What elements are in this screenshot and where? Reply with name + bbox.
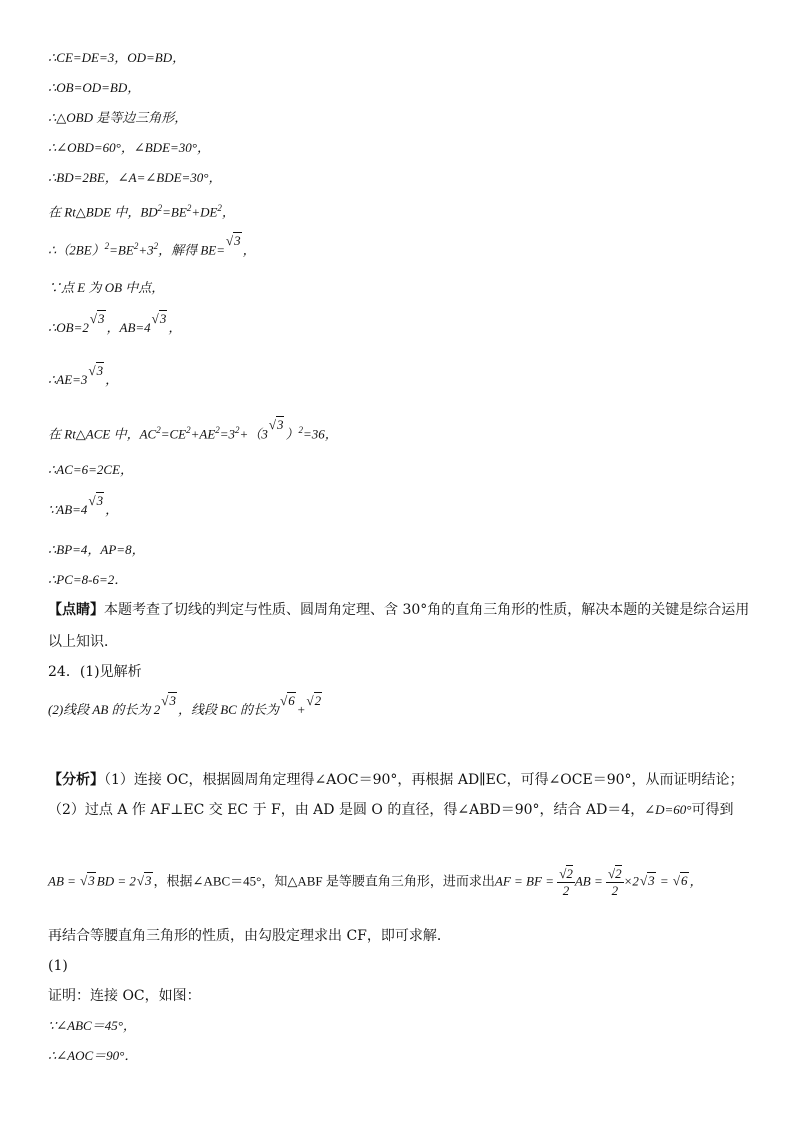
- sqrt-3: √3: [80, 873, 95, 889]
- fraction-sqrt2-over-2: $\frac{√2}{2}$: [559, 866, 573, 898]
- sqrt-6: √6: [672, 873, 688, 889]
- dianjing-paragraph: 【点睛】本题考查了切线的判定与性质、圆周角定理、含 30°角的直角三角形的性质，解决本题的关键是综合运用: [48, 602, 750, 618]
- proof-line: ∴∠AOC＝90°．: [48, 1048, 138, 1063]
- solution-line: 在 Rt△ACE 中，$AC^2=CE^2+AE^2=3^2+(3√3)^2=36$，: [48, 417, 338, 442]
- solution-line: ∴PC=8-6=2．: [48, 572, 128, 587]
- sqrt-2: √2: [306, 693, 322, 708]
- solution-line: ∴∠OBD=60°，∠BDE=30°，: [48, 140, 210, 155]
- part-1-label: (1): [48, 958, 68, 974]
- solution-line: $\therefore(2BE)^2=BE^2+3^2$，解得 BE=√3，: [48, 233, 256, 258]
- solution-line: ∴BD=2BE，∠A=∠BDE=30°，: [48, 170, 222, 185]
- proof-line: 证明：连接 OC，如图：: [48, 988, 201, 1004]
- solution-line: ∴AC=6=2CE，: [48, 462, 134, 477]
- solution-line: ∴CE=DE=3，OD=BD，: [48, 50, 186, 65]
- fenxi-paragraph-2: （2）过点 A 作 AF⊥EC 交 EC 于 F，由 AD 是圆 O 的直径，得∠ABD＝90°，结合 AD＝4，∠D=60°可得到: [48, 802, 734, 818]
- solution-line: ∴OB=2√3，AB=4√3，: [48, 311, 182, 335]
- fenxi-tag: 【分析】: [48, 772, 104, 788]
- sqrt-3: √3: [151, 311, 167, 326]
- question-24-heading: 24．(1)见解析: [48, 664, 142, 680]
- formula-line: AB = √3 BD = 2√3 ，根据∠ABC＝45°，知△ABF 是等腰直角三角形，进而求出AF = BF = $\frac{√2}{2}$ AB = $\frac{√2}{2}$ ×2√3 = √6 ，: [48, 866, 703, 898]
- sqrt-3: √3: [88, 493, 104, 508]
- dianjing-tag: 【点睛】: [48, 602, 104, 618]
- dianjing-paragraph-cont: 以上知识．: [48, 634, 118, 650]
- sqrt-3: √3: [161, 693, 176, 708]
- solution-line: ∴BP=4，AP=8，: [48, 542, 145, 557]
- answer-part-2: (2)线段 AB 的长为 2√3，线段 BC 的长为√6+√2: [48, 693, 322, 717]
- analysis-conclusion: 再结合等腰直角三角形的性质，由勾股定理求出 CF，即可求解．: [48, 928, 451, 944]
- sqrt-3: √3: [226, 233, 241, 249]
- proof-line: ∵∠ABC＝45°，: [48, 1018, 136, 1033]
- sqrt-3: √3: [268, 417, 284, 433]
- sqrt-6: √6: [280, 693, 295, 708]
- solution-line: ∴AE=3√3，: [48, 363, 119, 387]
- solution-line: ∴OB=OD=BD，: [48, 80, 141, 95]
- sqrt-3: √3: [89, 311, 105, 326]
- fenxi-paragraph: 【分析】（1）连接 OC，根据圆周角定理得∠AOC＝90°，再根据 AD∥EC，可得∠OCE＝90°，从而证明结论；: [48, 772, 744, 788]
- solution-line: ∵AB=4√3，: [48, 493, 119, 517]
- sqrt-3: √3: [639, 873, 655, 889]
- sqrt-3: √3: [136, 873, 152, 889]
- solution-line: 在 Rt△BDE 中，$BD^2=BE^2+DE^2$，: [48, 203, 235, 220]
- solution-line: ∵点 E 为 OB 中点，: [48, 280, 165, 295]
- solution-line: ∴△OBD 是等边三角形，: [48, 110, 188, 125]
- sqrt-3: √3: [88, 363, 104, 378]
- fraction-sqrt2-over-2: $\frac{√2}{2}$: [608, 866, 622, 898]
